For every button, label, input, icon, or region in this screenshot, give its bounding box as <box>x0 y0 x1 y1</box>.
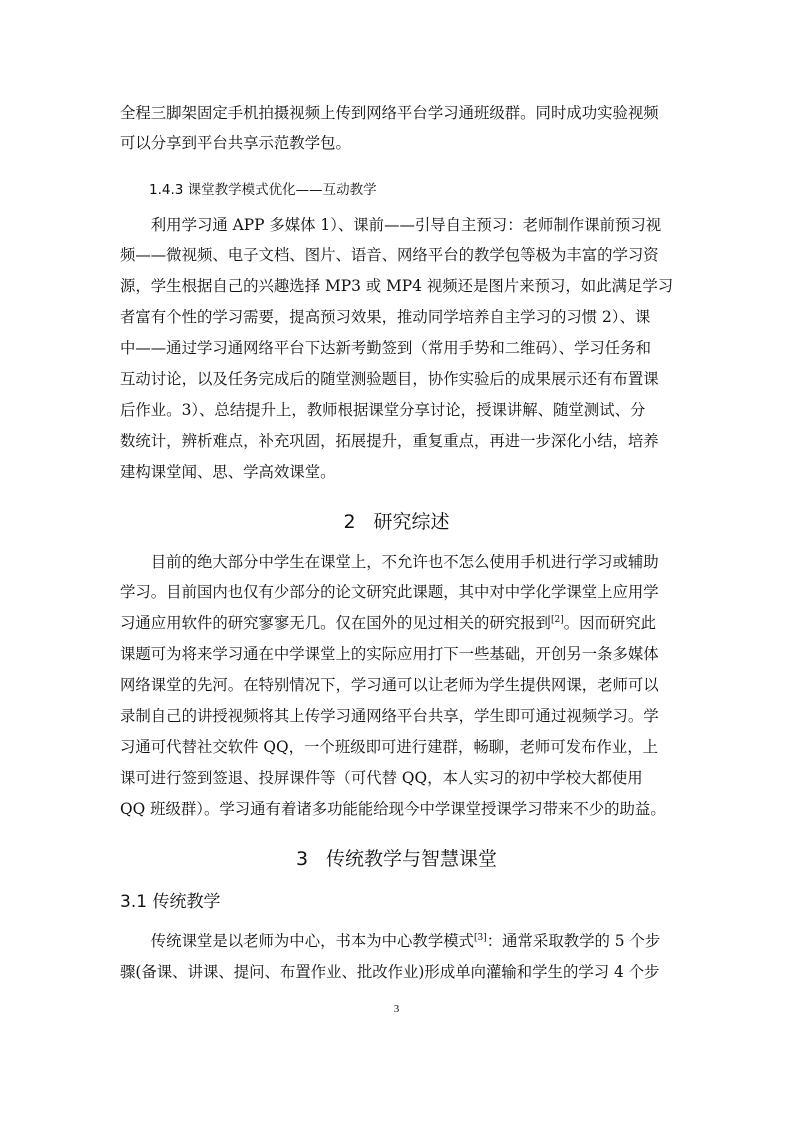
body-text-line <box>120 931 660 951</box>
section-title: 传统教学与智慧课堂 <box>326 848 498 870</box>
body-text-line: 频——微视频、电子文档、图片、语音、网络平台的教学包等极为丰富的学习资 <box>120 246 659 264</box>
body-text-line: 学习。目前国内也仅有少部分的论文研究此课题，其中对中学化学课堂上应用学 <box>120 583 659 601</box>
subsection-heading-1-4-3: 1.4.3 课堂教学模式优化——互动教学 <box>149 182 377 198</box>
section-heading-3 <box>0 844 793 871</box>
body-text-line: 互动讨论，以及任务完成后的随堂测验题目，协作实验后的成果展示还有布置课 <box>120 370 659 388</box>
body-text-line: 目前的绝大部分中学生在课堂上，不允许也不怎么使用手机进行学习或辅助 <box>120 553 659 571</box>
body-text-line: 录制自己的讲授视频将其上传学习通网络平台共享，学生即可通过视频学习。学 <box>120 707 659 725</box>
body-text-line: 源，学生根据自己的兴趣选择 MP3 或 MP4 视频还是图片来预习，如此满足学习 <box>120 277 674 295</box>
body-text-line: 全程三脚架固定手机拍摄视频上传到网络平台学习通班级群。同时成功实验视频 <box>120 104 659 122</box>
text-segment: 习通应用软件的研究寥寥无几。仅在国外的见过相关的研究报到 <box>120 614 551 632</box>
body-text-line: 骤(备课、讲课、提问、布置作业、批改作业)形成单向灌输和学生的学习 4 个步 <box>120 963 660 981</box>
page-number: 3 <box>393 1003 400 1015</box>
body-text-line: QQ 班级群）。学习通有着诸多功能能给现今中学课堂授课学习带来不少的助益。 <box>120 800 666 818</box>
citation-ref: [3] <box>474 933 487 943</box>
body-text-line: 利用学习通 APP 多媒体 1）、课前——引导自主预习：老师制作课前预习视 <box>120 216 662 234</box>
body-text-line: 中——通过学习通网络平台下达新考勤签到（常用手势和二维码）、学习任务和 <box>120 339 651 357</box>
section-number: 3 <box>295 848 309 870</box>
subsection-heading-3-1: 3.1 传统教学 <box>120 892 221 912</box>
body-text-line <box>120 613 656 633</box>
body-text-line: 课题可为将来学习通在中学课堂上的实际应用打下一些基础，开创另一条多媒体 <box>120 645 659 663</box>
section-heading-2 <box>0 507 793 534</box>
body-text-line: 课可进行签到签退、投屏课件等（可代替 QQ，本人实习的初中学校大都使用 <box>120 769 643 787</box>
text-segment: 。因而研究此 <box>563 614 657 632</box>
body-text-line: 可以分享到平台共享示范教学包。 <box>120 134 351 152</box>
body-text-line: 数统计，辨析难点，补充巩固，拓展提升，重复重点，再进一步深化小结，培养 <box>120 432 659 450</box>
body-text-line: 后作业。3）、总结提升上，教师根据课堂分享讨论，授课讲解、随堂测试、分 <box>120 401 646 419</box>
text-segment: ：通常采取教学的 5 个步 <box>486 932 661 950</box>
section-title: 研究综述 <box>373 511 450 533</box>
body-text-line: 建构课堂闻、思、学高效课堂。 <box>120 463 336 481</box>
citation-ref: [2] <box>550 615 564 625</box>
section-number: 2 <box>343 511 356 533</box>
body-text-line: 网络课堂的先河。在特别情况下，学习通可以让老师为学生提供网课，老师可以 <box>120 676 659 694</box>
body-text-line: 者富有个性的学习需要，提高预习效果，推动同学培养自主学习的习惯 2）、课 <box>120 308 651 326</box>
body-text-line: 习通可代替社交软件 QQ，一个班级即可进行建群，畅聊，老师可发布作业，上 <box>120 738 659 756</box>
text-segment: 传统课堂是以老师为中心，书本为中心教学模式 <box>120 932 474 950</box>
